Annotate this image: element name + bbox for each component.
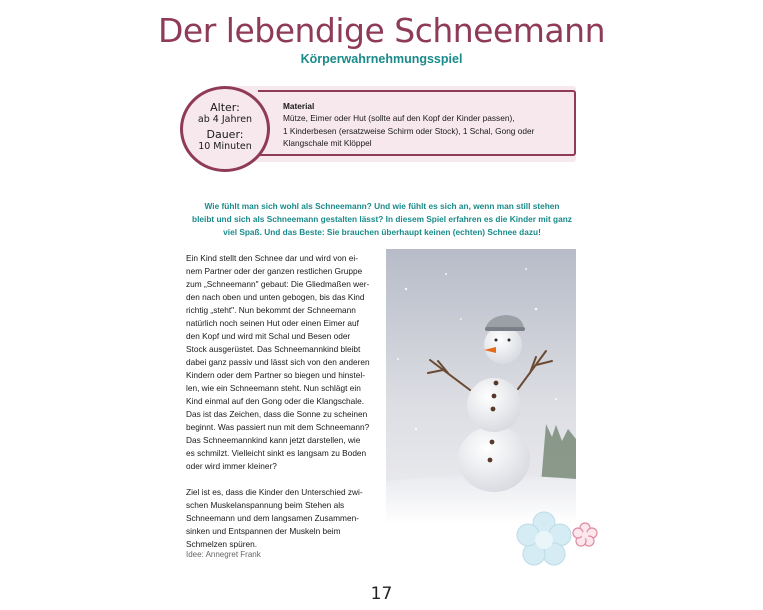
text-line: schen Muskelanspannung beim Stehen als: [186, 500, 345, 510]
intro-line: Wie fühlt man sich wohl als Schneemann? Und wie fühlt es sich an, wenn man still stehen: [204, 201, 560, 211]
text-line: den Kopf und wird mit Schal und Besen oder: [186, 331, 351, 341]
text-line: len, wie ein Schneemann steht. Nun schlägt ein: [186, 383, 361, 393]
text-line: zum „Schneemann" gebaut: Die Gliedmaßen wer-: [186, 279, 370, 289]
text-line: Stock ausgerüstet. Das Schneemannkind bleibt: [186, 344, 361, 354]
text-line: beginnt. Was passiert nun mit dem Schneemann?: [186, 422, 370, 432]
intro-line: bleibt und sich als Schneemann gestalten lässt? In diesem Spiel erfahren es die Kinder mit ganz: [192, 214, 572, 224]
age-value: ab 4 Jahren: [197, 114, 253, 125]
body-text: [186, 252, 378, 564]
intro-line: viel Spaß. Und das Beste: Sie brauchen überhaupt keinen (echten) Schnee dazu!: [223, 227, 541, 237]
intro-text: [192, 200, 572, 239]
material-heading: Material: [283, 101, 315, 111]
text-line: Schneemann und dem langsamen Zusammen-: [186, 513, 359, 523]
text-line: nem Partner oder der ganzen restlichen Gruppe: [186, 266, 363, 276]
text-line: oder wird immer kleiner?: [186, 461, 277, 471]
text-line: Kindern oder dem Partner so biegen und hinstel-: [186, 370, 365, 380]
snowman-illustration: [386, 249, 576, 524]
text-line: Das ist das Zeichen, dass die Sonne zu scheinen: [186, 409, 368, 419]
material-text: [283, 100, 568, 150]
text-line: Kind einmal auf den Gong oder die Klangschale.: [186, 396, 365, 406]
material-line: Klangschale mit Klöppel: [283, 138, 372, 149]
idea-credit: Idee: Annegret Frank: [186, 550, 261, 559]
text-line: sinken und Entspannen der Muskeln beim: [186, 526, 341, 536]
text-line: dabei ganz passiv und lässt sich von den anderen: [186, 357, 370, 367]
material-line: Mütze, Eimer oder Hut (sollte auf den Kopf der Kinder passen),: [283, 113, 515, 124]
material-line: 1 Kinderbesen (ersatzweise Schirm oder Stock), 1 Schal, Gong oder: [283, 125, 535, 136]
snowman-photo: [386, 249, 576, 524]
age-label: Alter:: [210, 101, 240, 114]
flower-decoration-small: [572, 522, 598, 548]
text-line: Ziel ist es, dass die Kinder den Unterschied zwi-: [186, 487, 363, 497]
paragraph-instructions: [186, 252, 378, 473]
text-line: den nach oben und unten gebogen, bis das Kind: [186, 292, 365, 302]
text-line: natürlich noch seinen Hut oder einen Eimer auf: [186, 318, 359, 328]
page-number: 17: [370, 584, 393, 604]
text-line: richtig „steht". Nun bekommt der Schneemann: [186, 305, 356, 315]
flower-decoration-large: [514, 510, 574, 570]
duration-label: Dauer:: [206, 128, 244, 141]
text-line: Das Schneemannkind kann jetzt darstellen, wie: [186, 435, 361, 445]
page-title: Der lebendige Schneemann: [158, 11, 605, 50]
text-line: es schmilzt. Vielleicht sinkt es langsam zu Boden: [186, 448, 367, 458]
page-subtitle: Körperwahrnehmungsspiel: [300, 52, 463, 66]
text-line: Ein Kind stellt den Schnee dar und wird von ei-: [186, 253, 359, 263]
paragraph-goal: [186, 486, 378, 551]
text-line: Schmelzen spüren.: [186, 539, 258, 549]
age-duration-badge: [180, 86, 270, 172]
duration-value: 10 Minuten: [198, 141, 252, 152]
